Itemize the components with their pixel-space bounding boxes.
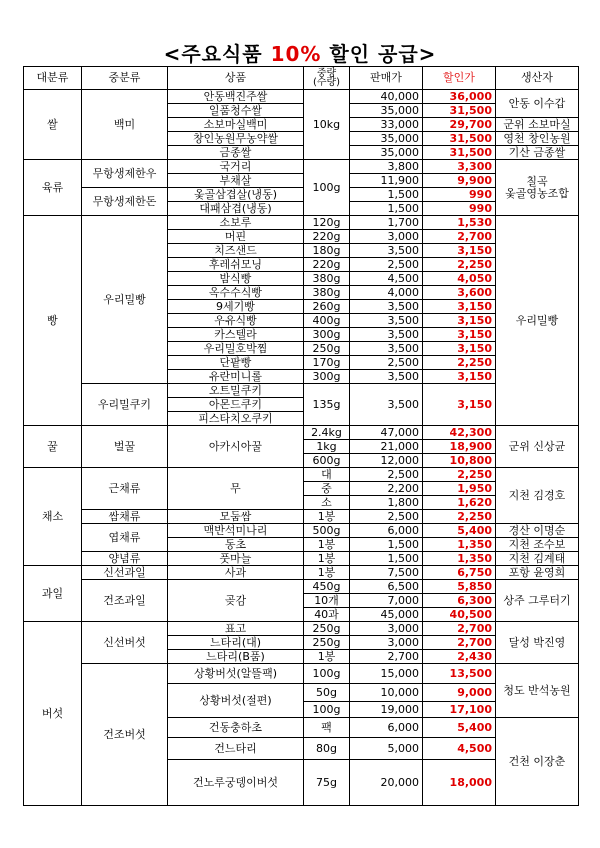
table-row bbox=[24, 384, 579, 398]
discount-cell: 10,800 bbox=[423, 454, 496, 468]
discount-cell: 3,150 bbox=[423, 314, 496, 328]
table-row bbox=[24, 160, 579, 174]
price-cell: 3,500 bbox=[350, 328, 423, 342]
discount-cell: 31,500 bbox=[423, 104, 496, 118]
discount-cell: 5,400 bbox=[423, 524, 496, 538]
product-table-wrap bbox=[23, 66, 579, 806]
mid-cell: 엽채류 bbox=[82, 524, 168, 552]
discount-cell: 2,700 bbox=[423, 622, 496, 636]
product-cell: 머핀 bbox=[168, 230, 304, 244]
producer-cell: 영천 창인농원 bbox=[496, 132, 579, 146]
price-cell: 1,700 bbox=[350, 216, 423, 230]
price-cell: 4,500 bbox=[350, 272, 423, 286]
price-cell: 1,500 bbox=[350, 552, 423, 566]
discount-cell: 2,250 bbox=[423, 510, 496, 524]
discount-cell: 9,000 bbox=[423, 684, 496, 702]
producer-cell: 달성 박진영 bbox=[496, 622, 579, 664]
product-cell: 우유식빵 bbox=[168, 314, 304, 328]
discount-cell: 990 bbox=[423, 188, 496, 202]
price-cell: 11,900 bbox=[350, 174, 423, 188]
price-cell: 6,000 bbox=[350, 524, 423, 538]
producer-cell: 건천 이장춘 bbox=[496, 718, 579, 806]
discount-cell: 3,600 bbox=[423, 286, 496, 300]
price-cell: 35,000 bbox=[350, 146, 423, 160]
product-cell: 9세기빵 bbox=[168, 300, 304, 314]
product-cell: 아카시아꿀 bbox=[168, 426, 304, 468]
qty-cell: 100g bbox=[304, 702, 350, 718]
mid-cell: 쌈채류 bbox=[82, 510, 168, 524]
mid-cell: 우리밀쿠키 bbox=[82, 384, 168, 426]
price-cell: 12,000 bbox=[350, 454, 423, 468]
major-cell: 과일 bbox=[24, 566, 82, 622]
discount-cell: 3,150 bbox=[423, 384, 496, 426]
title-prefix: <주요식품 bbox=[163, 42, 271, 66]
discount-cell: 2,700 bbox=[423, 230, 496, 244]
product-cell: 느타리(대) bbox=[168, 636, 304, 650]
price-cell: 1,500 bbox=[350, 538, 423, 552]
product-cell: 곶감 bbox=[168, 580, 304, 622]
producer-cell: 포항 윤영희 bbox=[496, 566, 579, 580]
qty-cell: 중 bbox=[304, 482, 350, 496]
header-producer: 생산자 bbox=[496, 67, 579, 90]
product-cell: 건느타리 bbox=[168, 738, 304, 760]
product-cell: 유란미니롤 bbox=[168, 370, 304, 384]
discount-cell: 4,050 bbox=[423, 272, 496, 286]
price-cell: 3,000 bbox=[350, 230, 423, 244]
mid-cell: 근채류 bbox=[82, 468, 168, 510]
product-cell: 대패삼겹(냉동) bbox=[168, 202, 304, 216]
price-cell: 2,700 bbox=[350, 650, 423, 664]
product-table bbox=[23, 66, 579, 806]
product-cell: 창인농원무농약쌀 bbox=[168, 132, 304, 146]
product-cell: 국거리 bbox=[168, 160, 304, 174]
qty-cell: 180g bbox=[304, 244, 350, 258]
price-cell: 7,500 bbox=[350, 566, 423, 580]
qty-cell: 10kg bbox=[304, 90, 350, 160]
discount-cell: 3,150 bbox=[423, 300, 496, 314]
qty-cell: 450g bbox=[304, 580, 350, 594]
product-cell: 금종쌀 bbox=[168, 146, 304, 160]
qty-cell: 75g bbox=[304, 760, 350, 806]
price-cell: 2,500 bbox=[350, 510, 423, 524]
qty-cell: 10개 bbox=[304, 594, 350, 608]
major-cell: 꿀 bbox=[24, 426, 82, 468]
product-cell: 옥수수식빵 bbox=[168, 286, 304, 300]
price-cell: 6,000 bbox=[350, 718, 423, 738]
price-cell: 2,500 bbox=[350, 356, 423, 370]
product-cell: 우리밀호박찜 bbox=[168, 342, 304, 356]
price-cell: 3,500 bbox=[350, 384, 423, 426]
product-cell: 건노루궁뎅이버섯 bbox=[168, 760, 304, 806]
qty-cell: 220g bbox=[304, 230, 350, 244]
qty-cell: 500g bbox=[304, 524, 350, 538]
price-cell: 3,500 bbox=[350, 370, 423, 384]
discount-cell: 990 bbox=[423, 202, 496, 216]
qty-cell: 250g bbox=[304, 636, 350, 650]
discount-cell: 1,620 bbox=[423, 496, 496, 510]
table-row bbox=[24, 566, 579, 580]
discount-cell: 2,700 bbox=[423, 636, 496, 650]
discount-cell: 29,700 bbox=[423, 118, 496, 132]
qty-cell: 50g bbox=[304, 684, 350, 702]
header-major: 대분류 bbox=[24, 67, 82, 90]
qty-cell: 1봉 bbox=[304, 552, 350, 566]
table-row bbox=[24, 524, 579, 538]
major-cell: 육류 bbox=[24, 160, 82, 216]
table-row bbox=[24, 552, 579, 566]
header-qty-bottom: (수량) bbox=[312, 77, 341, 88]
product-cell: 아몬드쿠키 bbox=[168, 398, 304, 412]
price-cell: 1,500 bbox=[350, 202, 423, 216]
product-cell: 단팥빵 bbox=[168, 356, 304, 370]
header-price: 판매가 bbox=[350, 67, 423, 90]
table-row bbox=[24, 580, 579, 594]
price-cell: 45,000 bbox=[350, 608, 423, 622]
discount-cell: 42,300 bbox=[423, 426, 496, 440]
price-cell: 5,000 bbox=[350, 738, 423, 760]
price-cell: 3,000 bbox=[350, 622, 423, 636]
product-cell: 모둠쌈 bbox=[168, 510, 304, 524]
price-cell: 4,000 bbox=[350, 286, 423, 300]
discount-cell: 1,350 bbox=[423, 552, 496, 566]
header-qty-top: 중량 bbox=[316, 68, 337, 79]
qty-cell: 소 bbox=[304, 496, 350, 510]
discount-cell: 9,900 bbox=[423, 174, 496, 188]
discount-cell: 5,850 bbox=[423, 580, 496, 594]
mid-cell: 양념류 bbox=[82, 552, 168, 566]
producer-cell: 청도 반석농원 bbox=[496, 664, 579, 718]
product-cell: 풋마늘 bbox=[168, 552, 304, 566]
table-row bbox=[24, 468, 579, 482]
product-cell: 느타리(B품) bbox=[168, 650, 304, 664]
header-product: 상품 bbox=[168, 67, 304, 90]
table-body bbox=[24, 90, 579, 806]
price-cell: 3,500 bbox=[350, 244, 423, 258]
mid-cell: 백미 bbox=[82, 90, 168, 160]
product-cell: 부채살 bbox=[168, 174, 304, 188]
page-title bbox=[0, 38, 600, 67]
table-row bbox=[24, 90, 579, 104]
mid-cell: 신선과일 bbox=[82, 566, 168, 580]
major-cell: 버섯 bbox=[24, 622, 82, 806]
mid-cell: 벌꿀 bbox=[82, 426, 168, 468]
product-cell: 밤식빵 bbox=[168, 272, 304, 286]
qty-cell: 2.4kg bbox=[304, 426, 350, 440]
discount-cell: 3,150 bbox=[423, 370, 496, 384]
product-cell: 소보루 bbox=[168, 216, 304, 230]
qty-cell: 1봉 bbox=[304, 538, 350, 552]
discount-cell: 40,500 bbox=[423, 608, 496, 622]
producer-cell: 우리밀빵 bbox=[496, 216, 579, 426]
qty-cell: 260g bbox=[304, 300, 350, 314]
mid-cell: 건조과일 bbox=[82, 580, 168, 622]
discount-cell: 1,950 bbox=[423, 482, 496, 496]
table-row bbox=[24, 622, 579, 636]
mid-cell: 신선버섯 bbox=[82, 622, 168, 664]
product-cell: 옻골삼겹살(냉동) bbox=[168, 188, 304, 202]
discount-cell: 2,250 bbox=[423, 258, 496, 272]
qty-cell: 1봉 bbox=[304, 510, 350, 524]
price-cell: 19,000 bbox=[350, 702, 423, 718]
table-row bbox=[24, 216, 579, 230]
mid-cell: 무항생제한돈 bbox=[82, 188, 168, 216]
qty-cell: 120g bbox=[304, 216, 350, 230]
producer-cell: 안동 이수갑 bbox=[496, 90, 579, 118]
discount-cell: 2,250 bbox=[423, 356, 496, 370]
discount-cell: 6,750 bbox=[423, 566, 496, 580]
price-cell: 1,500 bbox=[350, 188, 423, 202]
product-cell: 소보마실백미 bbox=[168, 118, 304, 132]
mid-cell: 우리밀빵 bbox=[82, 216, 168, 384]
product-cell: 사과 bbox=[168, 566, 304, 580]
price-cell: 33,000 bbox=[350, 118, 423, 132]
discount-cell: 3,150 bbox=[423, 244, 496, 258]
product-cell: 맥반석미나리 bbox=[168, 524, 304, 538]
producer-cell: 칠곡 옻골영농조합 bbox=[496, 160, 579, 216]
major-cell: 빵 bbox=[24, 216, 82, 426]
qty-cell: 40과 bbox=[304, 608, 350, 622]
discount-cell: 18,000 bbox=[423, 760, 496, 806]
price-cell: 35,000 bbox=[350, 132, 423, 146]
qty-cell: 135g bbox=[304, 384, 350, 426]
qty-cell: 100g bbox=[304, 160, 350, 216]
product-cell: 상황버섯(절편) bbox=[168, 684, 304, 718]
producer-cell: 상주 그루터기 bbox=[496, 580, 579, 622]
product-cell: 표고 bbox=[168, 622, 304, 636]
price-cell: 35,000 bbox=[350, 104, 423, 118]
discount-cell: 2,430 bbox=[423, 650, 496, 664]
producer-cell: 경산 이명순 bbox=[496, 524, 579, 538]
table-row bbox=[24, 510, 579, 524]
product-cell: 건동충하초 bbox=[168, 718, 304, 738]
title-highlight: 10% bbox=[270, 42, 322, 66]
qty-cell: 220g bbox=[304, 258, 350, 272]
qty-cell: 600g bbox=[304, 454, 350, 468]
price-cell: 3,000 bbox=[350, 636, 423, 650]
discount-cell: 3,150 bbox=[423, 342, 496, 356]
product-cell: 일품청수쌀 bbox=[168, 104, 304, 118]
qty-cell: 100g bbox=[304, 664, 350, 684]
product-cell: 오트밀쿠키 bbox=[168, 384, 304, 398]
qty-cell: 250g bbox=[304, 342, 350, 356]
qty-cell: 250g bbox=[304, 622, 350, 636]
major-cell: 채소 bbox=[24, 468, 82, 566]
product-cell: 치즈샌드 bbox=[168, 244, 304, 258]
discount-cell: 36,000 bbox=[423, 90, 496, 104]
price-cell: 10,000 bbox=[350, 684, 423, 702]
header-discount: 할인가 bbox=[423, 67, 496, 90]
product-cell: 동초 bbox=[168, 538, 304, 552]
discount-cell: 1,530 bbox=[423, 216, 496, 230]
price-cell: 1,800 bbox=[350, 496, 423, 510]
producer-cell: 군위 소보마실 bbox=[496, 118, 579, 132]
discount-cell: 3,150 bbox=[423, 328, 496, 342]
discount-cell: 5,400 bbox=[423, 718, 496, 738]
price-cell: 15,000 bbox=[350, 664, 423, 684]
qty-cell: 300g bbox=[304, 328, 350, 342]
price-cell: 21,000 bbox=[350, 440, 423, 454]
discount-cell: 13,500 bbox=[423, 664, 496, 684]
discount-cell: 6,300 bbox=[423, 594, 496, 608]
mid-cell: 건조버섯 bbox=[82, 664, 168, 806]
price-cell: 40,000 bbox=[350, 90, 423, 104]
qty-cell: 300g bbox=[304, 370, 350, 384]
header-mid: 중분류 bbox=[82, 67, 168, 90]
price-cell: 2,500 bbox=[350, 258, 423, 272]
product-cell: 무 bbox=[168, 468, 304, 510]
price-cell: 47,000 bbox=[350, 426, 423, 440]
producer-cell: 지천 김경호 bbox=[496, 468, 579, 524]
qty-cell: 1봉 bbox=[304, 650, 350, 664]
product-cell: 상황버섯(알뜰팩) bbox=[168, 664, 304, 684]
product-cell: 카스텔라 bbox=[168, 328, 304, 342]
price-cell: 7,000 bbox=[350, 594, 423, 608]
header-qty bbox=[304, 67, 350, 90]
qty-cell: 380g bbox=[304, 286, 350, 300]
qty-cell: 80g bbox=[304, 738, 350, 760]
table-row bbox=[24, 188, 579, 202]
producer-cell: 군위 신상균 bbox=[496, 426, 579, 468]
qty-cell: 380g bbox=[304, 272, 350, 286]
producer-cell: 기산 금종쌀 bbox=[496, 146, 579, 160]
discount-cell: 31,500 bbox=[423, 132, 496, 146]
qty-cell: 1봉 bbox=[304, 566, 350, 580]
discount-cell: 31,500 bbox=[423, 146, 496, 160]
producer-cell: 지천 조수보 bbox=[496, 538, 579, 552]
discount-cell: 17,100 bbox=[423, 702, 496, 718]
header-row bbox=[24, 67, 579, 90]
mid-cell: 무항생제한우 bbox=[82, 160, 168, 188]
title-suffix: 할인 공급> bbox=[321, 42, 437, 66]
price-cell: 20,000 bbox=[350, 760, 423, 806]
price-cell: 2,200 bbox=[350, 482, 423, 496]
discount-cell: 2,250 bbox=[423, 468, 496, 482]
major-cell: 쌀 bbox=[24, 90, 82, 160]
price-cell: 3,500 bbox=[350, 342, 423, 356]
price-cell: 3,500 bbox=[350, 314, 423, 328]
qty-cell: 400g bbox=[304, 314, 350, 328]
price-cell: 3,800 bbox=[350, 160, 423, 174]
discount-cell: 18,900 bbox=[423, 440, 496, 454]
discount-cell: 1,350 bbox=[423, 538, 496, 552]
price-cell: 2,500 bbox=[350, 468, 423, 482]
table-row bbox=[24, 426, 579, 440]
discount-cell: 4,500 bbox=[423, 738, 496, 760]
table-row bbox=[24, 664, 579, 684]
producer-cell: 지천 김계태 bbox=[496, 552, 579, 566]
product-cell: 피스타치오쿠키 bbox=[168, 412, 304, 426]
qty-cell: 170g bbox=[304, 356, 350, 370]
product-cell: 후레쉬모닝 bbox=[168, 258, 304, 272]
qty-cell: 팩 bbox=[304, 718, 350, 738]
product-cell: 안동백진주쌀 bbox=[168, 90, 304, 104]
price-cell: 3,500 bbox=[350, 300, 423, 314]
qty-cell: 대 bbox=[304, 468, 350, 482]
price-cell: 6,500 bbox=[350, 580, 423, 594]
discount-cell: 3,300 bbox=[423, 160, 496, 174]
qty-cell: 1kg bbox=[304, 440, 350, 454]
